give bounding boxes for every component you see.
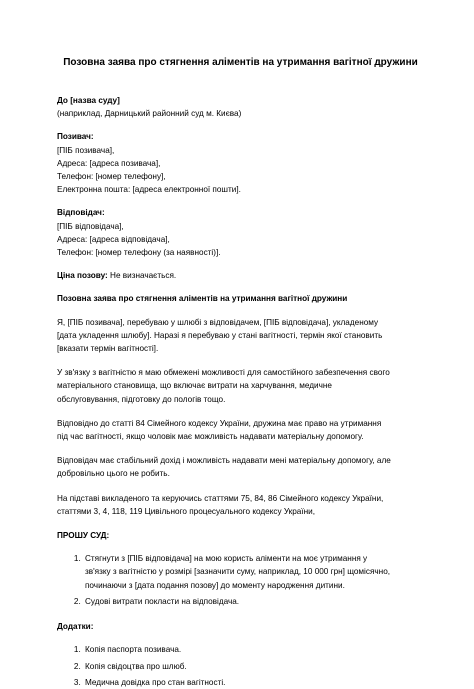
paragraph-line: [дата укладення шлюбу]. Наразі я перебуваю у стані вагітності, термін якої становить <box>57 330 383 340</box>
claim-price-label: Ціна позову: <box>57 271 108 281</box>
request-item-line: 2. Судові витрати покласти на відповідача. <box>85 596 240 606</box>
paragraph-income <box>57 454 424 480</box>
attachments-heading: Додатки: <box>57 622 94 632</box>
document-title: Позовна заява про стягнення аліментів на утримання вагітної дружини <box>63 57 418 68</box>
court-example: (наприклад, Дарницький районний суд м. Києва) <box>57 109 242 119</box>
plaintiff-phone: Телефон: [номер телефону], <box>57 172 166 182</box>
attachment-item: 2. Копія свідоцтва про шлюб. <box>83 660 424 673</box>
paragraph-line: під час вагітності, якщо чоловік має можливість надавати матеріальну допомогу. <box>57 432 364 442</box>
paragraph-line: добровільно цього не робить. <box>57 469 170 479</box>
plaintiff-heading: Позивач: <box>57 132 94 142</box>
plaintiff-address: Адреса: [адреса позивача], <box>57 158 161 168</box>
request-item-line: починаючи з [дата подання позову] до моменту народження дитини. <box>85 580 345 590</box>
paragraph-line: Відповідач має стабільний дохід і можливість надавати мені матеріальну допомогу, але <box>57 456 391 466</box>
request-item-line: 1. Стягнути з [ПІБ відповідача] на мою користь аліменти на моє утримання у <box>85 554 368 564</box>
attachment-item: 3. Медична довідка про стан вагітності. <box>83 676 424 689</box>
court-label: До [назва суду] <box>57 96 120 105</box>
attachment-item: 1. Копія паспорта позивача. <box>83 643 424 656</box>
paragraph-line: У зв'язку з вагітністю я маю обмежені можливості для самостійного забезпечення свого <box>57 368 390 378</box>
claim-price-value: Не визначається. <box>107 271 177 281</box>
attachments-list <box>57 643 424 689</box>
request-item <box>83 552 424 592</box>
defendant-name: [ПІБ відповідача], <box>57 221 124 231</box>
paragraph-line: статтями 3, 4, 118, 119 Цивільного процесуального кодексу України, <box>57 506 315 516</box>
claim-price <box>57 269 424 282</box>
paragraph-law <box>57 417 424 443</box>
plaintiff-name: [ПІБ позивача], <box>57 145 115 155</box>
paragraph-basis <box>57 492 424 518</box>
request-heading: ПРОШУ СУД: <box>57 531 110 541</box>
defendant-address: Адреса: [адреса відповідача], <box>57 234 170 244</box>
paragraph-marriage <box>57 316 424 356</box>
paragraph-line: На підставі викладеного та керуючись статтями 75, 84, 86 Сімейного кодексу України, <box>57 493 384 503</box>
request-item <box>83 595 424 608</box>
court-block <box>57 94 424 120</box>
request-list <box>57 552 424 608</box>
plaintiff-block <box>57 130 424 196</box>
paragraph-needs <box>57 366 424 406</box>
document-subtitle: Позовна заява про стягнення аліментів на утримання вагітної дружини <box>57 294 348 304</box>
paragraph-line: [вказати термін вагітності]. <box>57 344 159 354</box>
paragraph-line: обслуговування, підготовку до пологів тощо. <box>57 394 226 404</box>
request-item-line: зв'язку з вагітністю у розмірі [зазначити суму, наприклад, 10 000 грн] щомісячно, <box>85 567 391 577</box>
defendant-phone: Телефон: [номер телефону (за наявності)]. <box>57 248 221 258</box>
paragraph-line: матеріального становища, що включає витрати на харчування, медичне <box>57 381 332 391</box>
paragraph-line: Я, [ПІБ позивача], перебуваю у шлюбі з відповідачем, [ПІБ відповідача], укладеному <box>57 317 379 327</box>
defendant-heading: Відповідач: <box>57 208 105 218</box>
defendant-block <box>57 206 424 259</box>
plaintiff-email: Електронна пошта: [адреса електронної пошти]. <box>57 185 241 195</box>
paragraph-line: Відповідно до статті 84 Сімейного кодексу України, дружина має право на утримання <box>57 418 382 428</box>
